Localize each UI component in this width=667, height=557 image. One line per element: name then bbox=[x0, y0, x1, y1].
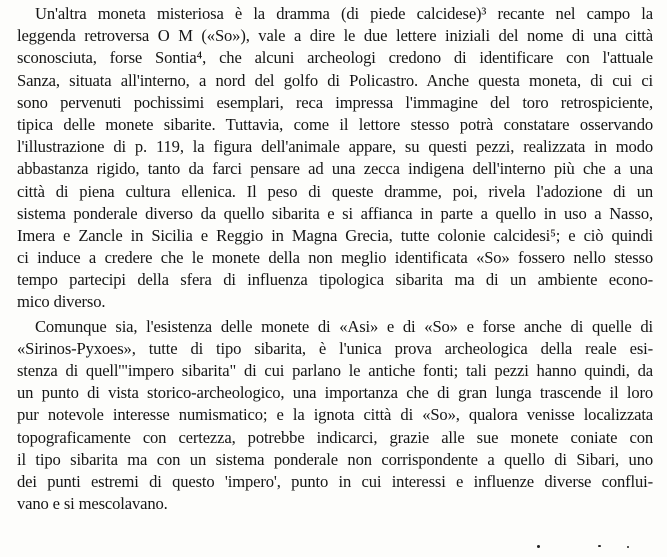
text-line: Comunque sia, l'esistenza delle monete di «Asi» e di «So» e forse anche di quelle di bbox=[35, 316, 653, 336]
body-text bbox=[17, 3, 653, 515]
text-line: ci induce a credere che le monete della non meglio identificata «So» fossero nello stesso bbox=[17, 248, 653, 268]
text-line: il tipo sibarita ma con un sistema ponderale non corrispondente a quello di Sibari, uno bbox=[17, 449, 653, 469]
text-line: pur notevole interesse numismatico; e la ignota città di «So», qualora venisse localizzata bbox=[17, 405, 653, 425]
text-line: Sanza, situata all'interno, a nord del golfo di Policastro. Anche questa moneta, di cui ci bbox=[17, 70, 653, 90]
text-line: leggenda retroversa O M («So»), vale a dire le due lettere iniziali del nome di una città bbox=[17, 26, 653, 46]
text-line: città di piena cultura ellenica. Il peso di queste dramme, poi, rivela l'adozione di un bbox=[17, 181, 653, 201]
text-line: «Sirinos-Pyxoes», tutte di tipo sibarita, è l'unica prova archeologica della reale esi- bbox=[17, 338, 653, 358]
text-line: sconosciuta, forse Sontia⁴, che alcuni archeologi credono di identificare con l'attuale bbox=[17, 48, 653, 68]
text-line: un punto di vista storico-archeologico, una importanza che di gran lunga trascende il loro bbox=[17, 383, 653, 403]
scan-speck bbox=[627, 546, 629, 548]
text-line: sono pervenuti pochissimi esemplari, reca impressa l'immagine del toro retrospiciente, bbox=[17, 92, 653, 112]
text-line: topograficamente con certezza, potrebbe indicarci, grazie alle sue monete coniate con bbox=[17, 427, 653, 447]
paragraph-1 bbox=[17, 3, 653, 314]
text-line: Imera e Zancle in Sicilia e Reggio in Magna Grecia, tutte colonie calcidesi⁵; e ciò quindi bbox=[17, 225, 653, 245]
text-line: Un'altra moneta misteriosa è la dramma (di piede calcidese)³ recante nel campo la bbox=[35, 4, 653, 23]
text-line: mico diverso. bbox=[17, 292, 106, 312]
text-line: dei punti estremi di questo 'impero', punto in cui interessi e influenze diverse conflui- bbox=[17, 471, 653, 491]
text-line: vano e si mescolavano. bbox=[17, 494, 168, 514]
text-line: abbastanza rigido, tanto da farci pensare ad una zecca indigena dell'interno più che a una bbox=[17, 159, 653, 179]
paragraph-2 bbox=[17, 316, 653, 516]
text-line: tipica delle monete sibarite. Tuttavia, come il lettore stesso potrà constatare osservando bbox=[17, 114, 653, 134]
text-line: l'illustrazione di p. 119, la figura dell'animale appare, su questi pezzi, realizzata in modo bbox=[17, 137, 653, 157]
text-line: stenza di quell'"impero sibarita" di cui parlano le antiche fonti; tali pezzi hanno quindi, da bbox=[17, 361, 653, 380]
text-line: sistema ponderale diverso da quello sibarita e si affianca in parte a quello in uso a Nasso, bbox=[17, 203, 653, 223]
scan-speck bbox=[598, 545, 601, 547]
text-line: tempo partecipi della sfera di influenza tipologica sibarita ma di un ambiente econo- bbox=[17, 270, 653, 290]
scan-speck bbox=[537, 545, 540, 548]
